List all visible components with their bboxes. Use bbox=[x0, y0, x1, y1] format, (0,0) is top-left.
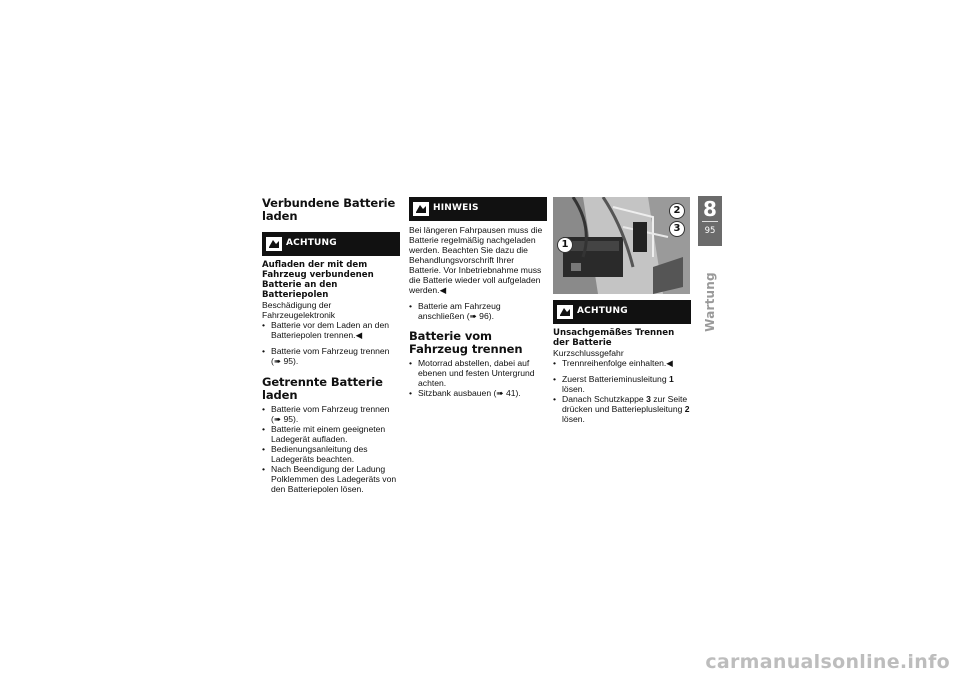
list-item: • Motorrad abstellen, dabei auf ebenen und festen Untergrund achten. bbox=[409, 358, 547, 388]
list-item: • Sitzbank ausbauen (➠ 41). bbox=[409, 388, 547, 398]
ref-number: 3 bbox=[646, 394, 651, 404]
watermark: carmanualsonline.info bbox=[705, 651, 950, 673]
warning-label: ACHTUNG bbox=[577, 306, 628, 316]
battery-photo bbox=[553, 197, 690, 294]
chapter-tab bbox=[698, 196, 722, 246]
list-item: • Batterie vom Fahrzeug trennen (➠ 95). bbox=[262, 346, 400, 366]
warning-icon bbox=[557, 305, 573, 319]
column-middle bbox=[409, 197, 547, 398]
callout-1: 1 bbox=[557, 237, 573, 253]
warning-text: Beschädigung der Fahrzeugelektronik bbox=[262, 300, 336, 320]
bullet-list bbox=[409, 301, 547, 321]
list-item bbox=[553, 394, 691, 424]
notice-banner bbox=[409, 197, 547, 221]
list-text: Danach Schutzkappe bbox=[562, 394, 647, 404]
ref-number: 1 bbox=[669, 374, 674, 384]
callout-2: 2 bbox=[669, 203, 685, 219]
warning-text: Kurzschlussgefahr bbox=[553, 348, 624, 358]
tab-divider bbox=[702, 221, 718, 222]
notice-label: HINWEIS bbox=[433, 203, 479, 213]
notice-text: Bei längeren Fahrpausen muss die Batterie regelmäßig nachgeladen werden. Beachten Sie dazu die Behandlungsvorschrift Ihrer Batterie. Vor Inbetriebnahme muss die Batterie wieder voll aufgeladen werden.◀ bbox=[409, 225, 543, 295]
list-item: • Bedienungsanleitung des Ladegeräts beachten. bbox=[262, 444, 400, 464]
callout-3: 3 bbox=[669, 221, 685, 237]
heading-connected-battery: Verbundene Batterie laden bbox=[262, 196, 396, 223]
column-right bbox=[553, 197, 691, 424]
list-item: • Trennreihenfolge einhalten.◀ bbox=[553, 358, 691, 368]
bullet-list bbox=[262, 320, 400, 366]
list-text: zur Seite drücken und Batterieplusleitung bbox=[562, 394, 688, 414]
bullet-list bbox=[409, 358, 547, 398]
list-text: Zuerst Batterieminusleitung bbox=[562, 374, 669, 384]
warning-icon bbox=[266, 237, 282, 251]
chapter-number: 8 bbox=[703, 197, 717, 221]
list-text: lösen. bbox=[562, 384, 585, 394]
warning-banner bbox=[553, 300, 691, 324]
list-item bbox=[553, 374, 691, 394]
column-left bbox=[262, 197, 400, 494]
section-label bbox=[700, 262, 720, 342]
warning-banner bbox=[262, 232, 400, 256]
heading-disconnect-battery: Batterie vom Fahrzeug trennen bbox=[409, 329, 523, 356]
section-title: Wartung bbox=[703, 272, 717, 332]
list-item: • Batterie vor dem Laden an den Batteriepolen trennen.◀ bbox=[262, 320, 400, 340]
list-item: • Batterie mit einem geeigneten Ladegerät aufladen. bbox=[262, 424, 400, 444]
warning-title: Unsachgemäßes Trennen der Batterie bbox=[553, 328, 675, 348]
heading-separated-battery: Getrennte Batterie laden bbox=[262, 375, 383, 402]
list-item: • Nach Beendigung der Ladung Polklemmen des Ladegeräts von den Batteriepolen lösen. bbox=[262, 464, 400, 494]
page-number: 95 bbox=[704, 226, 716, 236]
warning-label: ACHTUNG bbox=[286, 238, 337, 248]
list-item: • Batterie vom Fahrzeug trennen (➠ 95). bbox=[262, 404, 400, 424]
ref-number: 2 bbox=[684, 404, 690, 414]
bullet-list bbox=[262, 404, 400, 494]
list-item: • Batterie am Fahrzeug anschließen (➠ 96). bbox=[409, 301, 547, 321]
list-text: lösen. bbox=[562, 414, 585, 424]
warning-title: Aufladen der mit dem Fahrzeug verbundenen Batterie an den Batteriepolen bbox=[262, 260, 374, 300]
notice-icon bbox=[413, 202, 429, 216]
bullet-list bbox=[553, 358, 691, 424]
